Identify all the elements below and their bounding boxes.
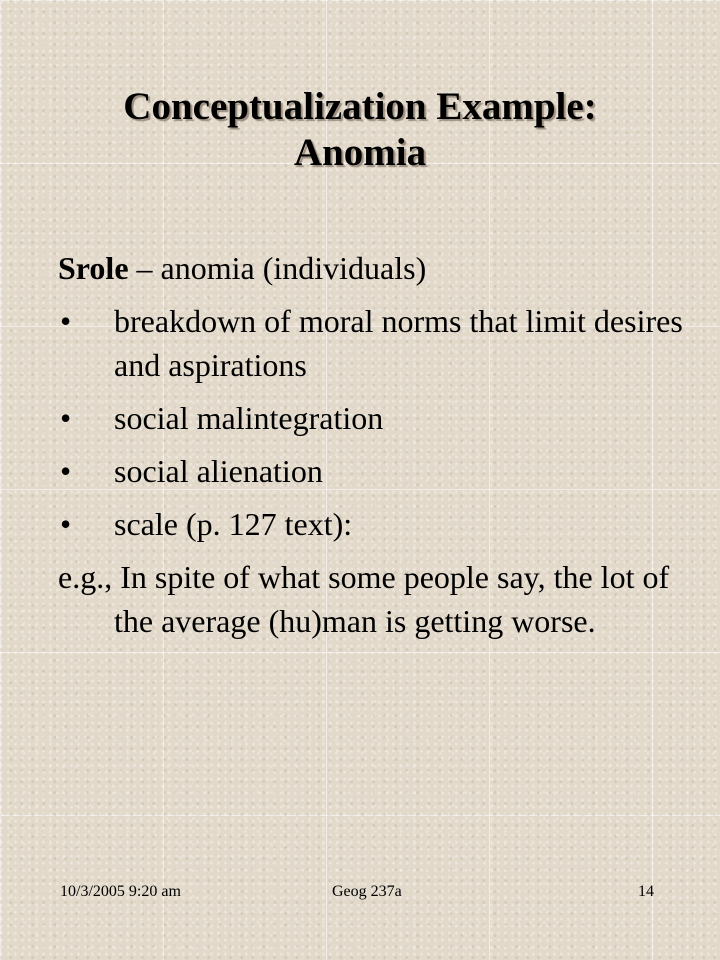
bullet-text: social malintegration [114, 400, 384, 436]
lead-description: – anomia (individuals) [128, 250, 427, 286]
lead-term: Srole [58, 250, 129, 286]
footer-date: 10/3/2005 9:20 am [60, 883, 181, 900]
example-text: e.g., In spite of what some people say, the lot of the average (hu)man is getting worse. [58, 559, 670, 639]
footer-course: Geog 237a [332, 883, 402, 900]
slide-title [0, 84, 720, 176]
slide-footer [0, 880, 720, 904]
bullet-icon: • [60, 453, 72, 489]
bullet-icon: • [60, 400, 72, 436]
slide-title-line-2: Anomia [293, 131, 427, 174]
footer-page-number: 14 [638, 883, 654, 900]
bullet-item [58, 502, 698, 546]
bullet-item [58, 299, 698, 387]
bullet-text: breakdown of moral norms that limit desires and aspirations [114, 303, 683, 383]
bullet-text: social alienation [114, 453, 323, 489]
bullet-icon: • [60, 506, 72, 542]
bullet-item [58, 449, 698, 493]
slide-body [58, 246, 698, 652]
slide-title-line-1: Conceptualization Example: [123, 85, 597, 128]
bullet-item [58, 396, 698, 440]
bullet-icon: • [60, 303, 72, 339]
lead-line [58, 246, 698, 290]
bullet-text: scale (p. 127 text): [114, 506, 353, 542]
